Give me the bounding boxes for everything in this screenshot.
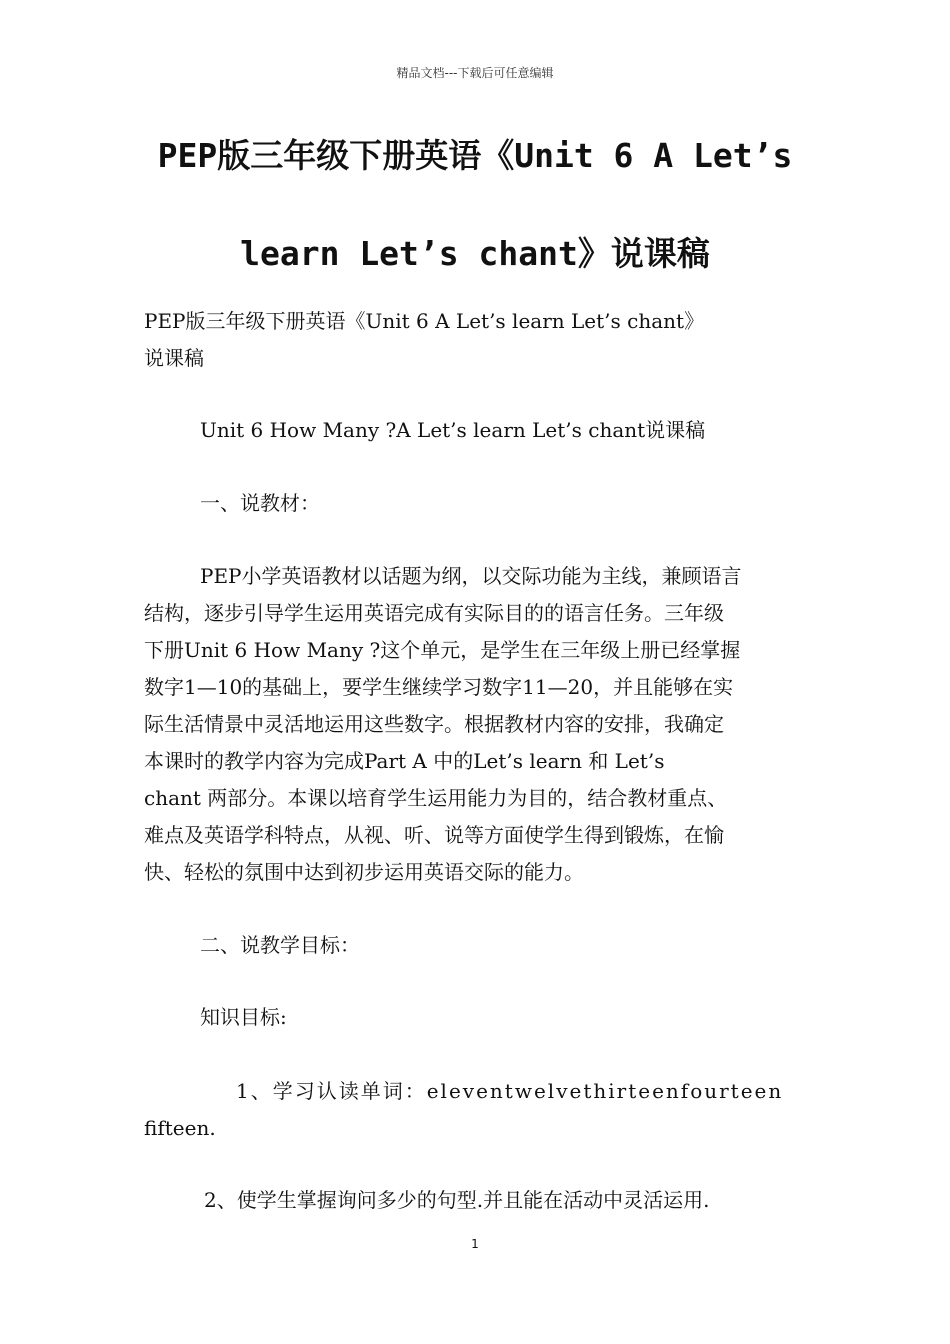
document-title-line-1: PEP版三年级下册英语《Unit 6 A Let’s <box>157 136 793 175</box>
section1-heading: 一、说教材： <box>200 491 320 515</box>
item1-line-2: fifteen. <box>144 1116 216 1140</box>
body-line: chant 两部分。本课以培育学生运用能力为目的，结合教材重点、 <box>144 786 728 810</box>
subtitle-line-2: 说课稿 <box>144 346 204 370</box>
body-line: 结构，逐步引导学生运用英语完成有实际目的的语言任务。三年级 <box>144 601 724 625</box>
knowledge-heading: 知识目标: <box>200 1005 287 1029</box>
body-line: 数字1—10的基础上，要学生继续学习数字11—20，并且能够在实 <box>144 675 734 699</box>
body-line: 难点及英语学科特点，从视、听、说等方面使学生得到锻炼，在愉 <box>144 823 724 847</box>
body-line: 快、轻松的氛围中达到初步运用英语交际的能力。 <box>144 860 584 884</box>
section2-heading: 二、说教学目标： <box>200 933 360 957</box>
page-number: 1 <box>471 1237 479 1251</box>
document-title-line-2: learn Let’s chant》说课稿 <box>240 234 710 273</box>
body-line: 本课时的教学内容为完成Part A 中的Let’s learn 和 Let’s <box>144 749 665 773</box>
unit-heading: Unit 6 How Many ?A Let’s learn Let’s chant说课稿 <box>200 418 706 442</box>
body-line: 下册Unit 6 How Many ?这个单元，是学生在三年级上册已经掌握 <box>144 638 741 662</box>
item1-line-1: 1、学习认读单词：eleventwelvethirteenfourteen <box>236 1079 784 1103</box>
item2: 2、使学生掌握询问多少的句型.并且能在活动中灵活运用. <box>204 1188 710 1212</box>
body-line: PEP小学英语教材以话题为纲，以交际功能为主线，兼顾语言 <box>200 564 742 588</box>
page-header: 精品文档---下载后可任意编辑 <box>396 66 554 80</box>
subtitle-line-1: PEP版三年级下册英语《Unit 6 A Let’s learn Let’s chant》 <box>144 309 705 333</box>
body-line: 际生活情景中灵活地运用这些数字。根据教材内容的安排，我确定 <box>144 712 724 736</box>
